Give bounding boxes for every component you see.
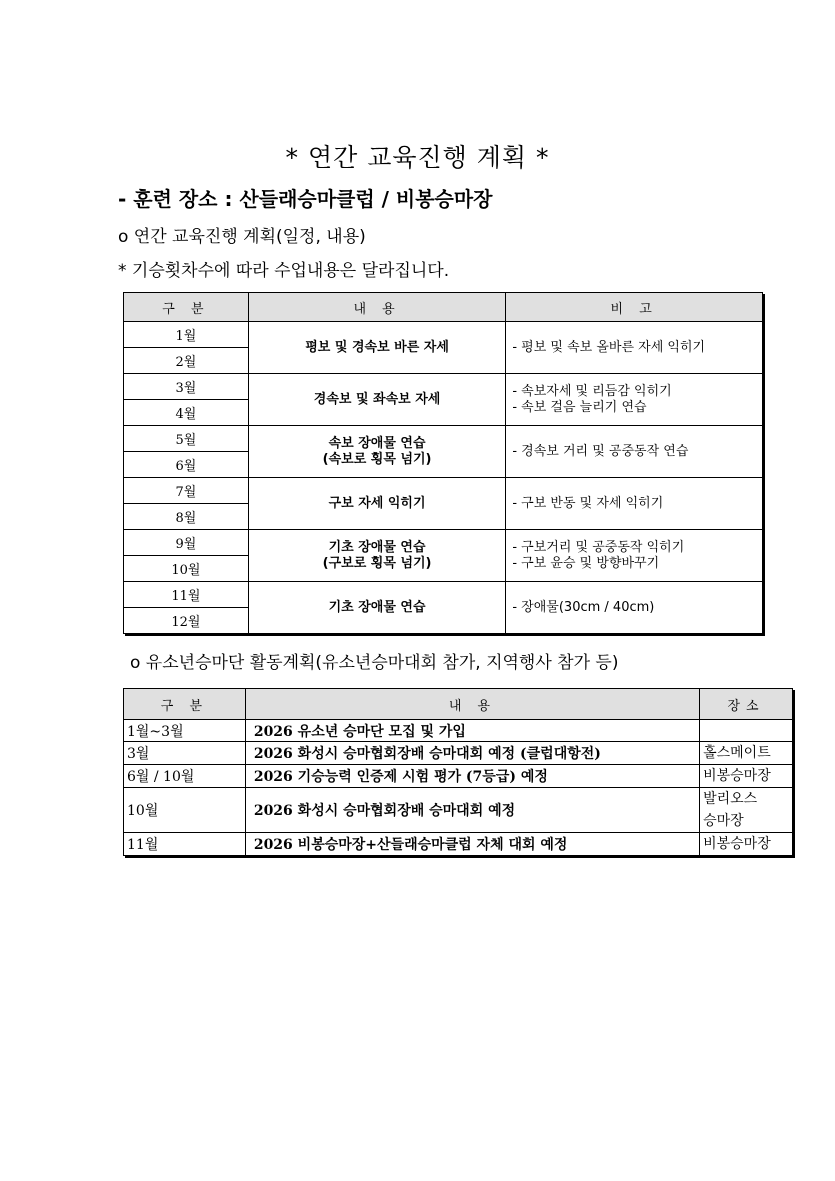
table-header-row (124, 689, 793, 720)
club-heading: o 유소년승마단 활동계획(유소년승마대회 참가, 지역행사 참가 등) (130, 653, 619, 673)
header-category: 구 분 (124, 689, 246, 720)
month-cell: 4월 (124, 400, 249, 426)
table-row (124, 582, 763, 608)
place-cell: 비봉승마장 (700, 765, 793, 788)
place-cell: 홀스메이트 (700, 742, 793, 765)
content-cell: 구보 자세 익히기 (248, 478, 506, 530)
place-cell: 비봉승마장 (700, 833, 793, 856)
month-cell: 10월 (124, 556, 249, 582)
header-category: 구 분 (124, 293, 249, 322)
header-note: 비 고 (506, 293, 763, 322)
content-cell: 평보 및 경속보 바른 자세 (248, 322, 506, 374)
month-cell: 7월 (124, 478, 249, 504)
month-cell: 9월 (124, 530, 249, 556)
period-cell: 1월~3월 (124, 720, 246, 742)
note-cell: - 경속보 거리 및 공중동작 연습 (506, 426, 763, 478)
month-cell: 8월 (124, 504, 249, 530)
annual-plan-table (123, 292, 763, 634)
table-row (124, 742, 793, 765)
period-cell: 3월 (124, 742, 246, 765)
table-header-row (124, 293, 763, 322)
note-cell: - 장애물(30cm / 40cm) (506, 582, 763, 634)
month-cell: 12월 (124, 608, 249, 634)
header-place: 장소 (700, 689, 793, 720)
content-cell: 기초 장애물 연습 (248, 582, 506, 634)
content-cell: 2026 화성시 승마협회장배 승마대회 예정 (245, 788, 699, 833)
month-cell: 2월 (124, 348, 249, 374)
note-line: * 기승횟차수에 따라 수업내용은 달라집니다. (118, 261, 450, 281)
place-cell: 발리오스 승마장 (700, 788, 793, 833)
month-cell: 6월 (124, 452, 249, 478)
note-cell: - 구보 반동 및 자세 익히기 (506, 478, 763, 530)
month-cell: 3월 (124, 374, 249, 400)
content-cell: 2026 비봉승마장+산들래승마클럽 자체 대회 예정 (245, 833, 699, 856)
page-title: * 연간 교육진행 계획 * (285, 143, 550, 172)
content-cell: 속보 장애물 연습 (속보로 횡목 넘기) (248, 426, 506, 478)
month-cell: 11월 (124, 582, 249, 608)
content-cell: 기초 장애물 연습 (구보로 횡목 넘기) (248, 530, 506, 582)
table-row (124, 765, 793, 788)
note-cell: - 평보 및 속보 올바른 자세 익히기 (506, 322, 763, 374)
month-cell: 1월 (124, 322, 249, 348)
table-row (124, 322, 763, 348)
header-content: 내 용 (248, 293, 506, 322)
table-row (124, 426, 763, 452)
content-cell: 2026 기승능력 인증제 시험 평가 (7등급) 예정 (245, 765, 699, 788)
period-cell: 10월 (124, 788, 246, 833)
header-content: 내 용 (245, 689, 699, 720)
content-cell: 2026 유소년 승마단 모집 및 가입 (245, 720, 699, 742)
period-cell: 11월 (124, 833, 246, 856)
period-cell: 6월 / 10월 (124, 765, 246, 788)
table-row (124, 374, 763, 400)
place-cell (700, 720, 793, 742)
note-cell: - 구보거리 및 공중동작 익히기 - 구보 윤승 및 방향바꾸기 (506, 530, 763, 582)
club-activity-table (123, 688, 793, 856)
table-row (124, 833, 793, 856)
plan-heading: o 연간 교육진행 계획(일정, 내용) (118, 227, 366, 247)
content-cell: 경속보 및 좌속보 자세 (248, 374, 506, 426)
table-row (124, 478, 763, 504)
month-cell: 5월 (124, 426, 249, 452)
venue-line: - 훈련 장소 : 산들래승마클럽 / 비봉승마장 (118, 187, 493, 211)
table-row (124, 788, 793, 833)
content-cell: 2026 화성시 승마협회장배 승마대회 예정 (클럽대항전) (245, 742, 699, 765)
note-cell: - 속보자세 및 리듬감 익히기 - 속보 걸음 늘리기 연습 (506, 374, 763, 426)
table-row (124, 720, 793, 742)
table-row (124, 530, 763, 556)
